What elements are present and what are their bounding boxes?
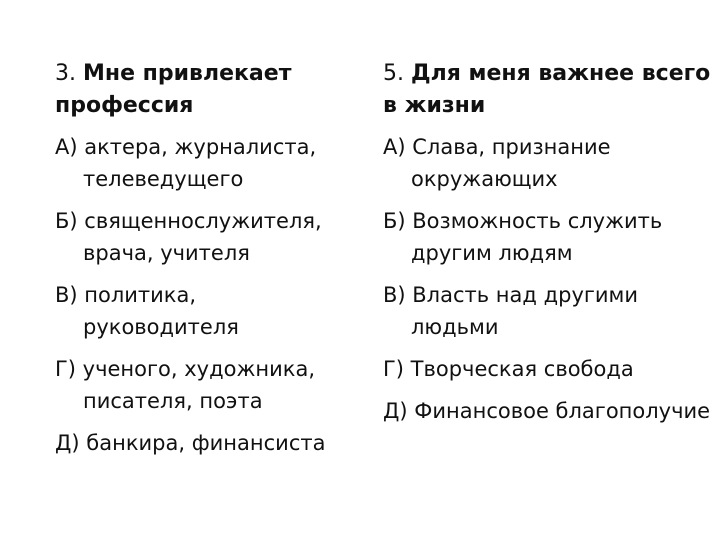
question-3-text: Мне привлекает профессия [55,61,292,118]
question-5-text: Для меня важнее всего в жизни [383,61,711,118]
question-3-block [55,58,355,469]
question-5-option-a: А) Слава, признание окружающих [383,135,611,191]
question-5-option-c: В) Власть над другими людьми [383,283,639,339]
question-3-option-c: В) политика, руководителя [55,283,239,339]
question-5-number: 5. [383,61,404,86]
question-5-title [383,58,713,122]
question-3-option-b: Б) священнослужителя, врача, учителя [55,209,322,265]
question-3-option-e: Д) банкира, финансиста [55,431,326,455]
question-5-option-d: Г) Творческая свобода [383,357,634,381]
question-3-option-a: А) актера, журналиста, телеведущего [55,135,317,191]
question-5-option-b: Б) Возможность служить другим людям [383,209,663,265]
question-3-option-d: Г) ученого, художника, писателя, поэта [55,357,315,413]
question-3-title [55,58,355,122]
question-5-block [383,58,713,437]
question-3-number: 3. [55,61,76,86]
question-5-option-e: Д) Финансовое благополучие [383,399,711,423]
